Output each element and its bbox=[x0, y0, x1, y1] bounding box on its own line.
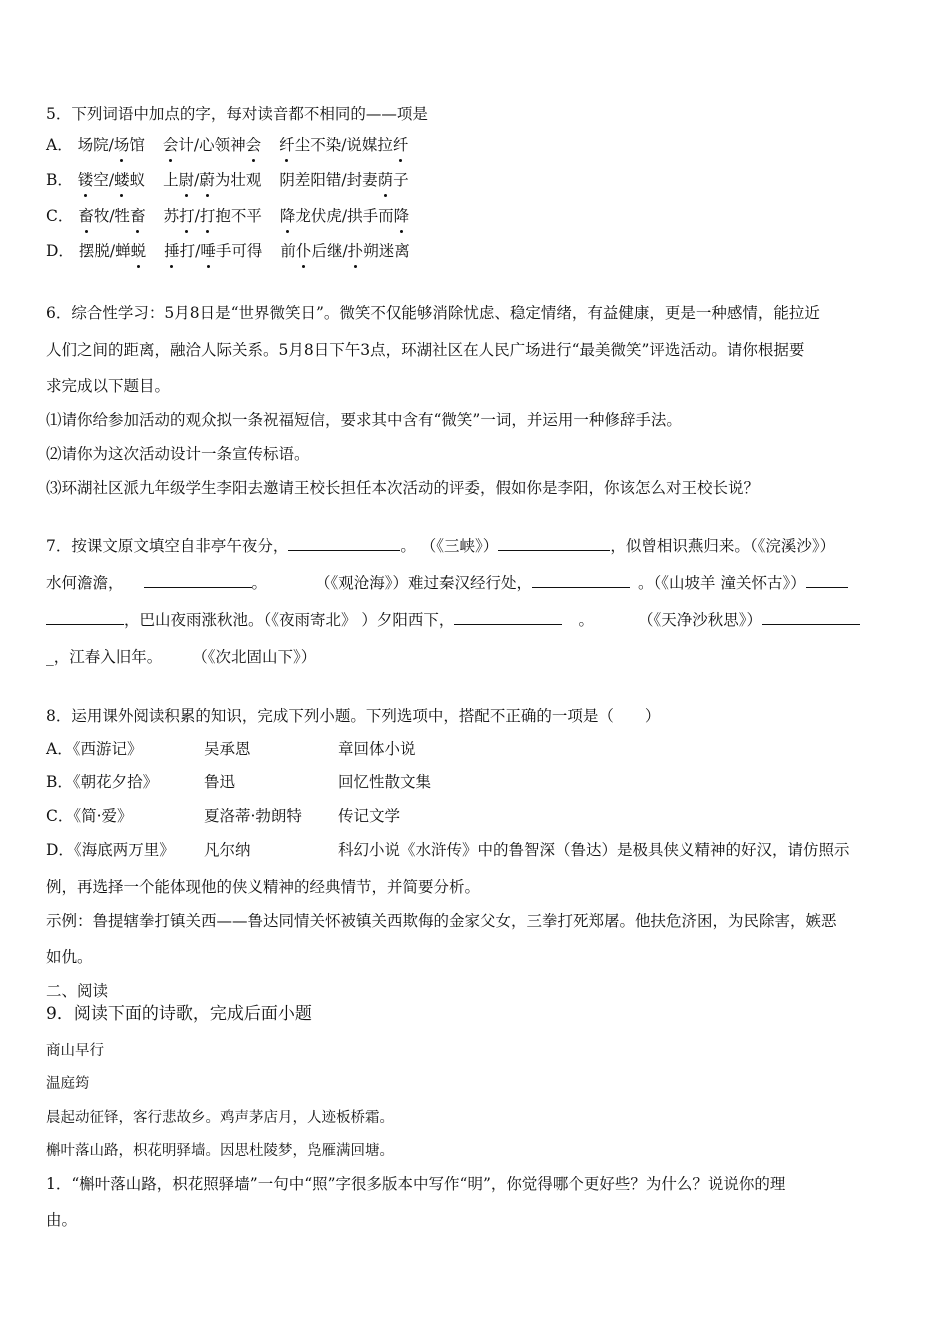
q8-row-a: A．《西游记》 吴承恩 章回体小说 bbox=[46, 740, 416, 758]
fill-blank bbox=[498, 536, 610, 551]
poem-verse-2: 槲叶落山路，枳花明驿墙。因思杜陵梦，凫雁满回塘。 bbox=[46, 1143, 394, 1159]
dotted-char: 降 bbox=[279, 207, 296, 225]
dotted-char: 扑 bbox=[347, 242, 364, 260]
q7-line-3: ，巴山夜雨涨秋池。（《夜雨寄北》 ）夕阳西下， 。 （《天净沙秋思》） bbox=[46, 609, 860, 631]
q8-row-b: B．《朝花夕拾》 鲁迅 回忆性散文集 bbox=[46, 773, 432, 791]
dotted-char: 打 bbox=[199, 207, 216, 225]
poem-title: 商山早行 bbox=[46, 1043, 104, 1059]
q5-option-d: D． 摆脱/蝉蜕 捶打/唾手可得 前仆后继/扑朔迷离 bbox=[46, 242, 410, 260]
q8-stem: 8．运用课外阅读积累的知识，完成下列小题。下列选项中，搭配不正确的一项是（ ） bbox=[46, 707, 661, 725]
q9-sub-1-cont: 由。 bbox=[46, 1211, 78, 1229]
q9-stem: 9．阅读下面的诗歌，完成后面小题 bbox=[46, 1004, 312, 1024]
q8-example-1: 示例：鲁提辖拳打镇关西——鲁达同情关怀被镇关西欺侮的金家父女，三拳打死郑屠。他扶危济困，为民除害，嫉恶 bbox=[46, 912, 837, 930]
dotted-char: 捶 bbox=[164, 242, 180, 260]
q6-sub-1: ⑴请你给参加活动的观众拟一条祝福短信，要求其中含有“微笑”一词，并运用一种修辞手法。 bbox=[46, 411, 682, 429]
q6-sub-2: ⑵请你为这次活动设计一条宣传标语。 bbox=[46, 445, 310, 463]
q6-line-1: 6．综合性学习：5月8日是“世界微笑日”。微笑不仅能够消除忧虑、稳定情绪，有益健康，更是一种感情，能拉近 bbox=[46, 304, 820, 322]
q5-option-c: C． 畜牧/牲畜 苏打/打抱不平 降龙伏虎/拱手而降 bbox=[46, 207, 410, 225]
dotted-char: 唾 bbox=[200, 242, 216, 260]
poem-author: 温庭筠 bbox=[46, 1076, 90, 1092]
dotted-char: 会 bbox=[162, 136, 179, 154]
poem-verse-1: 晨起动征铎，客行悲故乡。鸡声茅店月，人迹板桥霜。 bbox=[46, 1110, 394, 1126]
dotted-char: 蜕 bbox=[130, 242, 147, 260]
dotted-char: 尉 bbox=[178, 171, 195, 189]
fill-blank bbox=[762, 610, 860, 625]
dotted-char: 畜 bbox=[78, 207, 94, 225]
q5-option-a: A． 场院/场馆 会计/心领神会 纤尘不染/说媒拉纤 bbox=[46, 136, 409, 154]
option-label: D． bbox=[46, 242, 74, 260]
dotted-char: 荫 bbox=[377, 171, 394, 189]
dotted-char: 会 bbox=[245, 136, 262, 154]
dotted-char: 蔚 bbox=[199, 171, 215, 189]
q7-line-1: 7．按课文原文填空自非亭午夜分， 。 （《三峡》） ，似曾相识燕归来。（《浣溪沙》） bbox=[46, 537, 836, 555]
q6-line-3: 求完成以下题目。 bbox=[46, 377, 171, 395]
q7-line-4: _，江春入旧年。 （《次北固山下》） bbox=[46, 648, 317, 666]
dotted-char: 纤 bbox=[392, 136, 409, 154]
section-heading: 二、阅读 bbox=[46, 982, 109, 1000]
fill-blank bbox=[454, 610, 562, 625]
q5-option-b: B． 镂空/蝼蚁 上尉/蔚为壮观 阴差阳错/封妻荫子 bbox=[46, 171, 409, 189]
fill-blank bbox=[46, 610, 124, 625]
option-label: C． bbox=[46, 207, 74, 225]
q8-row-d: D．《海底两万里》 凡尔纳 科幻小说《水浒传》中的鲁智深（鲁达）是极具侠义精神的好汉，请仿照示 bbox=[46, 841, 850, 859]
q8-continuation: 例，再选择一个能体现他的侠义精神的经典情节，并简要分析。 bbox=[46, 878, 481, 896]
option-label: A． bbox=[46, 136, 73, 154]
dotted-char: 降 bbox=[393, 207, 410, 225]
fill-blank bbox=[532, 573, 630, 588]
dotted-char: 纤 bbox=[279, 136, 295, 154]
fill-blank bbox=[806, 573, 848, 588]
dotted-char: 蝼 bbox=[114, 171, 130, 189]
option-label: B． bbox=[46, 171, 73, 189]
q5-stem: 5．下列词语中加点的字，每对读音都不相同的——项是 bbox=[46, 105, 428, 123]
dotted-char: 仆 bbox=[295, 242, 312, 260]
q6-sub-3: ⑶环湖社区派九年级学生李阳去邀请王校长担任本次活动的评委，假如你是李阳，你该怎么对王校长说？ bbox=[46, 479, 760, 497]
q9-sub-1: 1．“槲叶落山路，枳花照驿墙”一句中“照”字很多版本中写作“明”，你觉得哪个更好些？为什么？说说你的理 bbox=[46, 1175, 786, 1193]
q8-row-c: C．《简·爱》 夏洛蒂·勃朗特 传记文学 bbox=[46, 807, 401, 825]
q7-line-2: 水何澹澹， 。 （《观沧海》）难过秦汉经行处， 。（《山坡羊 潼关怀古》） bbox=[46, 572, 848, 594]
dotted-char: 镂 bbox=[77, 171, 94, 189]
q6-line-2: 人们之间的距离，融洽人际关系。5月8日下午3点，环湖社区在人民广场进行“最美微笑”评选活动。请你根据要 bbox=[46, 341, 805, 359]
q8-example-2: 如仇。 bbox=[46, 948, 93, 966]
dotted-char: 畜 bbox=[130, 207, 146, 225]
dotted-char: 打 bbox=[179, 207, 195, 225]
fill-blank bbox=[288, 536, 400, 551]
fill-blank bbox=[144, 573, 252, 588]
dotted-char: 场 bbox=[113, 136, 130, 154]
